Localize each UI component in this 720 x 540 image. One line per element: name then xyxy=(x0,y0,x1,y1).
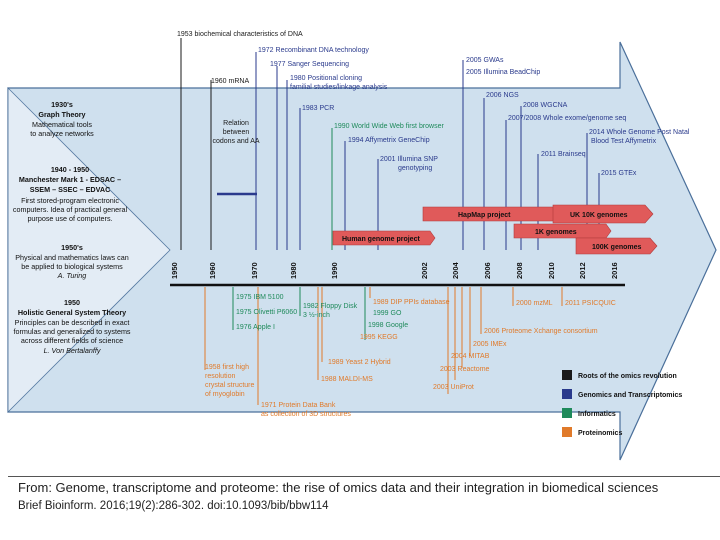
year-label: 1950 xyxy=(170,262,179,279)
event-label: 1976 Apple I xyxy=(236,324,275,331)
event-label: 1958 first high xyxy=(205,364,249,371)
event-label: 2014 Whole Genome Post Natal xyxy=(589,129,690,136)
event-label: 2003 UniProt xyxy=(433,384,474,391)
lp0-line: to analyze networks xyxy=(30,129,94,138)
year-label: 2010 xyxy=(547,262,556,279)
lp1-line: computers. Idea of practical general xyxy=(12,205,128,214)
legend-label: Proteinomics xyxy=(578,430,623,437)
legend-swatch-informatics xyxy=(562,408,572,418)
event-label: 1960 mRNA xyxy=(211,78,250,85)
lp1-line: First stored-program electronic xyxy=(21,196,119,205)
year-label: 2008 xyxy=(515,262,524,279)
lp3-title: 1950 xyxy=(64,298,80,307)
event-label: 2001 Illumina SNP xyxy=(380,156,438,163)
event-label: 3 ½-inch xyxy=(303,312,330,319)
event-label: 2015 GTEx xyxy=(601,170,637,177)
event-label: 1971 Protein Data Bank xyxy=(261,402,336,409)
event-label: as collection of 3D structures xyxy=(261,411,351,418)
event-label: 2006 Proteome Xchange consortium xyxy=(484,328,598,335)
event-label: 1990 World Wide Web first browser xyxy=(334,123,444,130)
event-label: of myoglobin xyxy=(205,391,245,398)
event-label: genotyping xyxy=(398,165,433,172)
lp2-line: Physical and mathematics laws can xyxy=(15,253,129,262)
legend-label: Roots of the omics revolution xyxy=(578,373,677,380)
event-label: 1975 Olivetti P6060 xyxy=(236,309,298,316)
event-label: 2003 Reactome xyxy=(440,366,490,373)
legend-swatch-roots xyxy=(562,370,572,380)
event-label: crystal structure xyxy=(205,382,255,389)
lp3-line: Principles can be described in exact xyxy=(14,318,130,327)
year-label: 1970 xyxy=(250,262,259,279)
year-label: 1980 xyxy=(289,262,298,279)
event-label: 1977 Sanger Sequencing xyxy=(270,61,350,68)
event-label: 1983 PCR xyxy=(302,105,335,112)
event-label: codons and AA xyxy=(212,138,260,145)
event-label: 2005 Illumina BeadChip xyxy=(466,69,541,76)
lp1-title: 1940 - 1950 xyxy=(50,165,90,174)
year-label: 1990 xyxy=(330,262,339,279)
event-label: 1995 KEGG xyxy=(360,334,398,341)
legend-swatch-proteinomics xyxy=(562,427,572,437)
legend-label: Informatics xyxy=(578,411,616,418)
event-label: resolution xyxy=(205,373,236,380)
lp1-line: purpose use of computers. xyxy=(27,214,113,223)
lp2-line: be applied to biological systems xyxy=(21,262,123,271)
project-label: 1K genomes xyxy=(535,229,577,236)
lp3-subtitle: Holistic General System Theory xyxy=(17,308,127,317)
event-label: 1989 DIP PPIs database xyxy=(373,299,450,306)
event-label: 2005 IMEx xyxy=(473,341,507,348)
event-label: 2008 WGCNA xyxy=(523,102,568,109)
event-label: 2007/2008 Whole exome/genome seq xyxy=(508,115,627,122)
lp0-line: Mathematical tools xyxy=(32,120,92,129)
event-label: Relation xyxy=(223,120,249,127)
figure-caption xyxy=(18,480,708,514)
event-label: 2011 Brainseq xyxy=(541,151,586,158)
event-label: 2004 MITAB xyxy=(451,353,490,360)
lp3-line: across different fields of science xyxy=(20,336,124,345)
caption-text: From: Genome, transcriptome and proteome: the rise of omics data and their integration in biomedical sciences xyxy=(18,480,659,495)
event-label: 1994 Affymetrix GeneChip xyxy=(348,137,430,144)
year-label: 2004 xyxy=(451,262,460,279)
event-label: 1988 MALDI-MS xyxy=(321,376,373,383)
lp2-title: 1950's xyxy=(61,243,83,252)
lp0-subtitle: Graph Theory xyxy=(38,110,86,119)
lp0-title: 1930's xyxy=(51,100,73,109)
event-label: 2006 NGS xyxy=(486,92,519,99)
event-label: 2011 PSICQUIC xyxy=(565,300,616,307)
lp3-line: formulas and generalized to systems xyxy=(13,327,131,336)
event-label: 1982 Floppy Disk xyxy=(303,303,358,310)
project-label: HapMap project xyxy=(458,212,511,219)
event-label: between xyxy=(222,129,250,136)
lp2-line: A. Turing xyxy=(57,271,87,280)
event-label: 1989 Yeast 2 Hybrid xyxy=(328,359,391,366)
event-label: 1999 GO xyxy=(373,310,402,317)
year-label: 2002 xyxy=(420,262,429,279)
year-label: 2006 xyxy=(483,262,492,279)
caption-divider xyxy=(8,476,720,477)
event-label: 1953 biochemical characteristics of DNA xyxy=(177,31,303,38)
year-label: 1960 xyxy=(208,262,217,279)
legend-label: Genomics and Transcriptomics xyxy=(578,392,683,399)
year-label: 2012 xyxy=(578,262,587,279)
event-label: 2005 GWAs xyxy=(466,57,504,64)
legend-swatch-genomics xyxy=(562,389,572,399)
event-label: 1975 IBM 5100 xyxy=(236,294,284,301)
event-label: 2000 mzML xyxy=(516,300,553,307)
event-label: 1998 Google xyxy=(368,322,409,329)
project-label: UK 10K genomes xyxy=(570,212,628,219)
event-label: 1972 Recombinant DNA technology xyxy=(258,47,369,54)
lp1-subtitle: Manchester Mark 1 - EDSAC – xyxy=(18,175,122,184)
event-label: familial studies/linkage analysis xyxy=(290,84,388,91)
year-label: 2016 xyxy=(610,262,619,279)
project-label: 100K genomes xyxy=(592,244,642,251)
caption-citation: Brief Bioinform. 2016;19(2):286-302. doi:10.1093/bib/bbw114 xyxy=(18,499,329,512)
project-label: Human genome project xyxy=(342,236,420,243)
event-label: 1980 Positional cloning xyxy=(290,75,362,82)
event-label: Blood Test Affymetrix xyxy=(591,138,657,145)
lp3-line: L. Von Bertalanffy xyxy=(43,346,101,355)
lp1-subtitle2: SSEM – SSEC – EDVAC xyxy=(29,185,111,194)
